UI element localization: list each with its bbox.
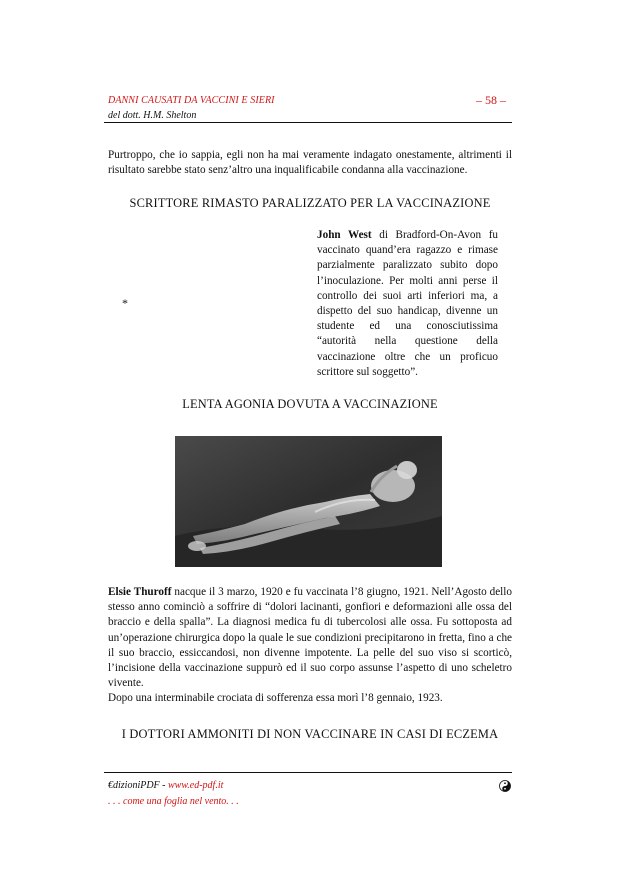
- footer-publisher-line: [108, 780, 223, 791]
- elsie-thuroff-name: Elsie Thuroff: [108, 586, 172, 598]
- elsie-thuroff-paragraph: [108, 585, 512, 707]
- intro-paragraph: Purtroppo, che io sappia, egli non ha mai veramente indagato onestamente, altrimenti il risultato sarebbe stato senz’altro una inqualificabile condanna alla vaccinazione.: [108, 149, 512, 177]
- footer-link[interactable]: www.ed-pdf.it: [168, 780, 224, 791]
- footer-rule: [104, 772, 512, 773]
- page-number: – 58 –: [476, 93, 506, 107]
- section-heading-writer-paralyzed: SCRITTORE RIMASTO PARALIZZATO PER LA VACCINAZIONE: [129, 196, 491, 210]
- section-heading-eczema: I DOTTORI AMMONITI DI NON VACCINARE IN CASI DI ECZEMA: [121, 727, 499, 741]
- john-west-paragraph: [317, 228, 498, 380]
- emaciated-body-photo: [175, 436, 442, 567]
- john-west-name: John West: [317, 229, 372, 241]
- section-heading-slow-agony: LENTA AGONIA DOVUTA A VACCINAZIONE: [182, 397, 438, 411]
- running-header-title: DANNI CAUSATI DA VACCINI E SIERI: [108, 95, 275, 106]
- footer-tagline: . . . come una foglia nel vento. . .: [108, 796, 239, 807]
- elsie-thuroff-text: nacque il 3 marzo, 1920 e fu vaccinata l’8 giugno, 1921. Nell’Agosto dello stesso anno cominciò a soffrire di “dolori lacinanti, gonfiori e deformazioni alle ossa del braccio e della spalla”. La diagnosi medica fu di tubercolosi alle ossa. Fu sottoposta ad un’operazione chirurgica dopo la quale le sue condizioni precipitarono in fretta, fino a che il suo braccio, essiccandosi, non divenne impotente. La pelle del suo viso si scorticò, l’incisione della vaccinazione suppurò ed il suo corpo assunse l’aspetto di uno scheletro vivente.: [108, 586, 512, 690]
- header-rule: [104, 122, 512, 123]
- elsie-thuroff-death: Dopo una interminabile crociata di sofferenza essa morì l’8 gennaio, 1923.: [108, 692, 443, 705]
- running-header-author: del dott. H.M. Shelton: [108, 110, 197, 121]
- yin-yang-icon: [499, 780, 511, 792]
- footer-publisher: €dizioniPDF -: [108, 780, 168, 791]
- image-placeholder-marker: *: [122, 296, 128, 310]
- john-west-text: di Bradford-On-Avon fu vaccinato quand’era ragazzo e rimase parzialmente paralizzato subito dopo l’inoculazione. Per molti anni perse il controllo dei suoi arti inferiori ma, a dispetto del suo handicap, divenne un studente ed una conosciutissima “autorità nella questione della vaccinazione oltre che un proficuo scrittore sul soggetto”.: [317, 229, 499, 378]
